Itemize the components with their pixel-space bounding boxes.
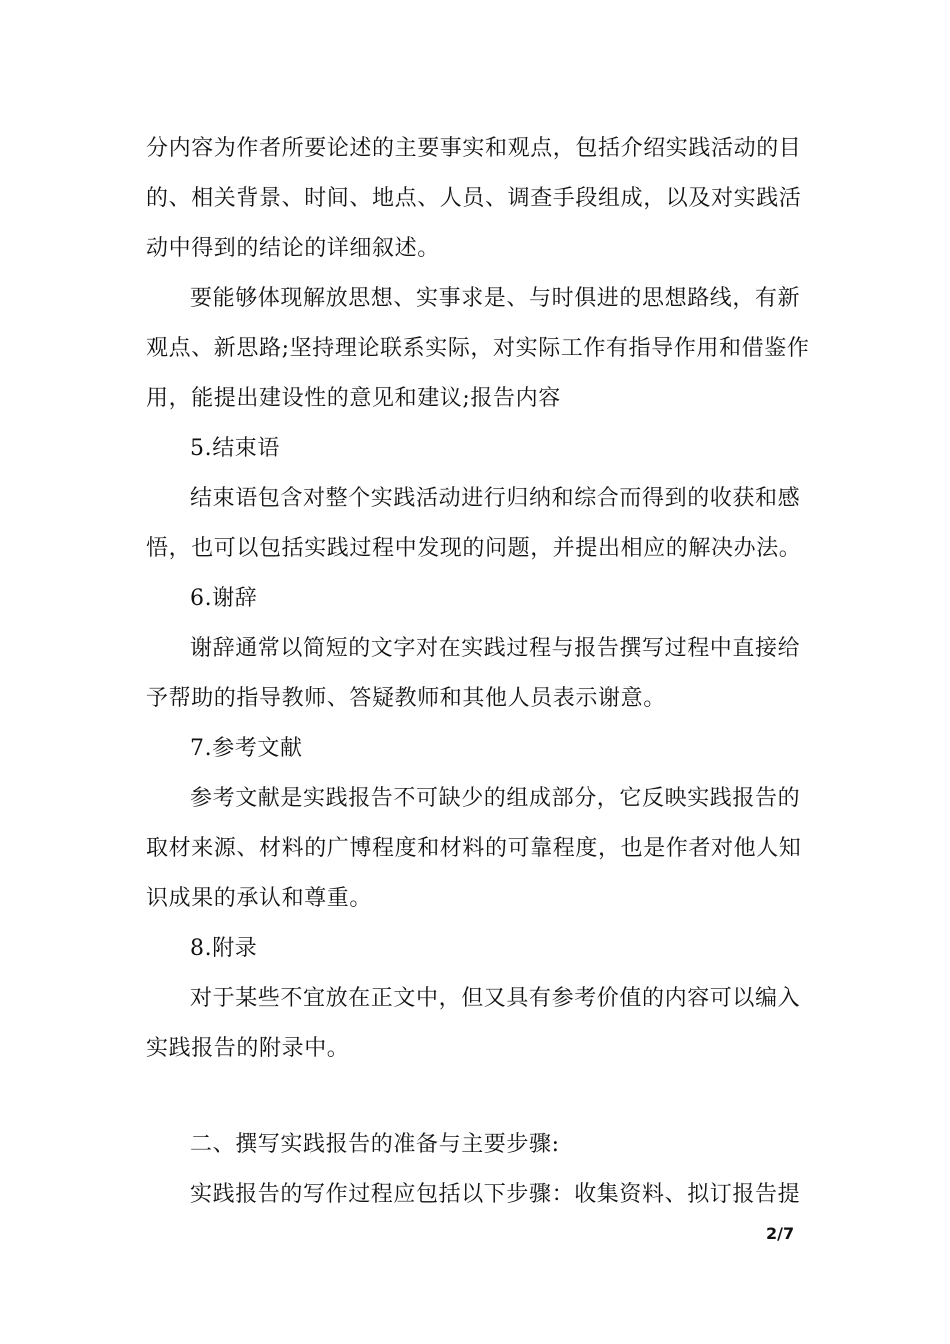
text-line: 对于某些不宜放在正文中，但又具有参考价值的内容可以编入 (190, 986, 801, 1011)
text-line: 实践报告的附录中。 (146, 1036, 350, 1061)
text-line: 予帮助的指导教师、答疑教师和其他人员表示谢意。 (146, 686, 666, 711)
text-line: 用，能提出建设性的意见和建议;报告内容 (146, 386, 561, 411)
text-line: 悟，也可以包括实践过程中发现的问题，并提出相应的解决办法。 (146, 536, 802, 561)
text-line: 取材来源、材料的广博程度和材料的可靠程度，也是作者对他人知 (146, 836, 802, 861)
text-line: 参考文献是实践报告不可缺少的组成部分，它反映实践报告的 (190, 786, 801, 811)
section-heading: 6.谢辞 (190, 586, 258, 611)
chapter-heading: 二、撰写实践报告的准备与主要步骤: (190, 1132, 560, 1157)
body-text-part2 (146, 1120, 810, 1220)
text-line: 分内容为作者所要论述的主要事实和观点，包括介绍实践活动的目 (146, 136, 802, 161)
text-line: 谢辞通常以简短的文字对在实践过程与报告撰写过程中直接给 (190, 636, 801, 661)
page-number: 2/7 (766, 1224, 795, 1243)
text-line: 识成果的承认和尊重。 (146, 886, 373, 911)
body-text-part1 (146, 124, 810, 1074)
text-line: 动中得到的结论的详细叙述。 (146, 236, 440, 261)
text-line: 的、相关背景、时间、地点、人员、调查手段组成，以及对实践活 (146, 186, 802, 211)
text-line: 要能够体现解放思想、实事求是、与时俱进的思想路线，有新 (190, 286, 801, 311)
section-heading: 5.结束语 (190, 436, 280, 461)
section-heading: 8.附录 (190, 936, 258, 961)
text-line: 观点、新思路;坚持理论联系实际，对实际工作有指导作用和借鉴作 (146, 336, 810, 361)
text-line: 结束语包含对整个实践活动进行归纳和综合而得到的收获和感 (190, 486, 801, 511)
text-line: 实践报告的写作过程应包括以下步骤：收集资料、拟订报告提 (190, 1182, 801, 1207)
section-heading: 7.参考文献 (190, 736, 303, 761)
